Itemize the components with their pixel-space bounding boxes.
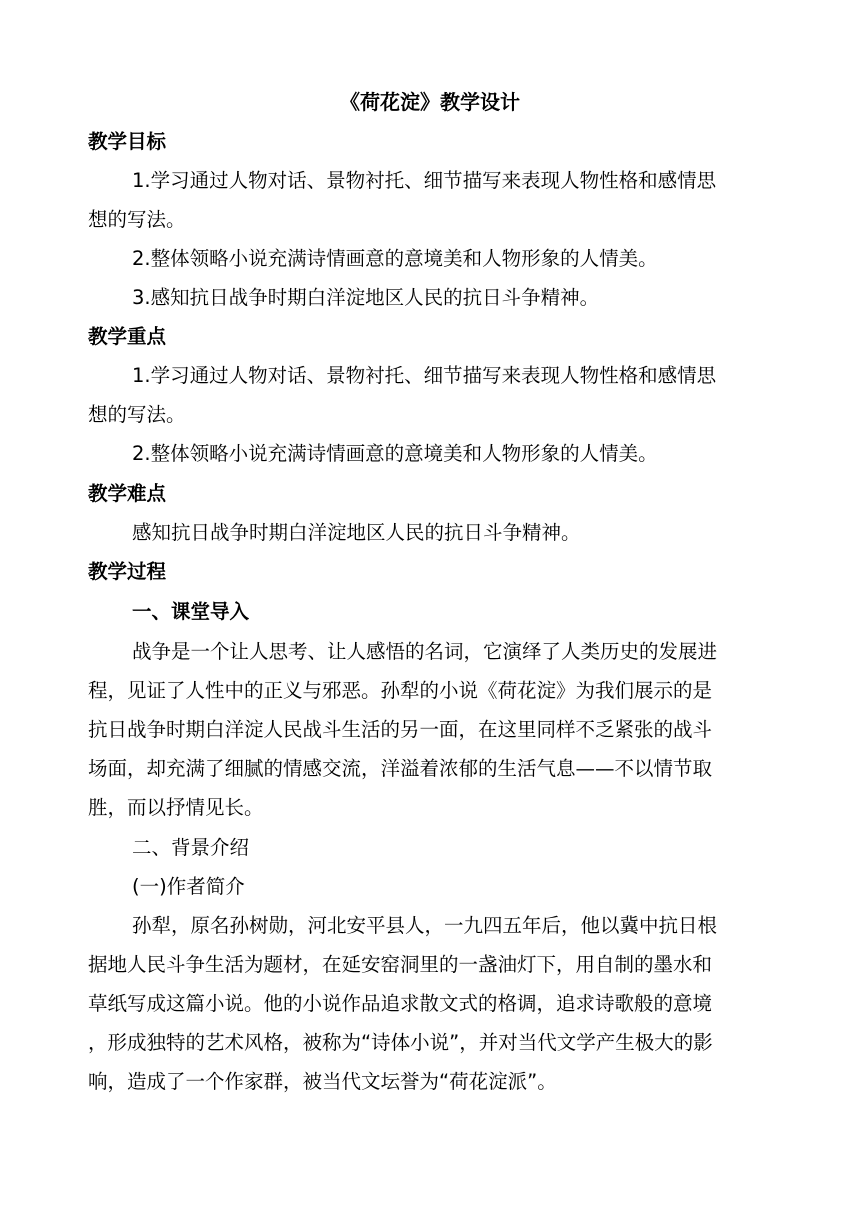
focus-item-1-line-1: 1.学习通过人物对话、景物衬托、细节描写来表现人物性格和感情思 [132, 364, 717, 387]
heading-focus: 教学重点 [88, 325, 167, 348]
goals-item-1-line-2: 想的写法。 [88, 208, 186, 231]
intro-paragraph-line: 胜，而以抒情见长。 [88, 796, 264, 819]
intro-paragraph-line: 战争是一个让人思考、让人感悟的名词，它演绎了人类历史的发展进 [132, 640, 718, 663]
focus-item-2: 2.整体领略小说充满诗情画意的意境美和人物形象的人情美。 [132, 442, 658, 465]
subheading-author: (一)作者简介 [132, 875, 245, 898]
subheading-background: 二、背景介绍 [132, 836, 250, 859]
difficulty-item-1: 感知抗日战争时期白洋淀地区人民的抗日斗争精神。 [132, 521, 581, 544]
author-paragraph-line: 据地人民斗争生活为题材，在延安窑洞里的一盏油灯下，用自制的墨水和 [88, 953, 713, 976]
intro-paragraph-line: 抗日战争时期白洋淀人民战斗生活的另一面，在这里同样不乏紧张的战斗 [88, 718, 713, 741]
goals-item-1-line-1: 1.学习通过人物对话、景物衬托、细节描写来表现人物性格和感情思 [132, 169, 717, 192]
heading-process: 教学过程 [88, 560, 167, 583]
heading-goals: 教学目标 [88, 130, 167, 153]
author-paragraph-line: 草纸写成这篇小说。他的小说作品追求散文式的格调，追求诗歌般的意境 [88, 992, 713, 1015]
subheading-intro: 一、课堂导入 [132, 600, 250, 623]
intro-paragraph-line: 场面，却充满了细腻的情感交流，洋溢着浓郁的生活气息——不以情节取 [88, 757, 713, 780]
intro-paragraph-line: 程，见证了人性中的正义与邪恶。孙犁的小说《荷花淀》为我们展示的是 [88, 679, 713, 702]
author-paragraph-line: 孙犁，原名孙树勋，河北安平县人，一九四五年后，他以冀中抗日根 [132, 914, 718, 937]
goals-item-3: 3.感知抗日战争时期白洋淀地区人民的抗日斗争精神。 [132, 286, 600, 309]
author-paragraph-line: 响，造成了一个作家群，被当代文坛誉为“荷花淀派”。 [88, 1070, 557, 1093]
author-paragraph-line: ，形成独特的艺术风格，被称为“诗体小说”，并对当代文学产生极大的影 [88, 1031, 713, 1054]
goals-item-2: 2.整体领略小说充满诗情画意的意境美和人物形象的人情美。 [132, 247, 658, 270]
heading-difficulty: 教学难点 [88, 482, 167, 505]
page-title: 《荷花淀》教学设计 [340, 90, 520, 114]
focus-item-1-line-2: 想的写法。 [88, 403, 186, 426]
